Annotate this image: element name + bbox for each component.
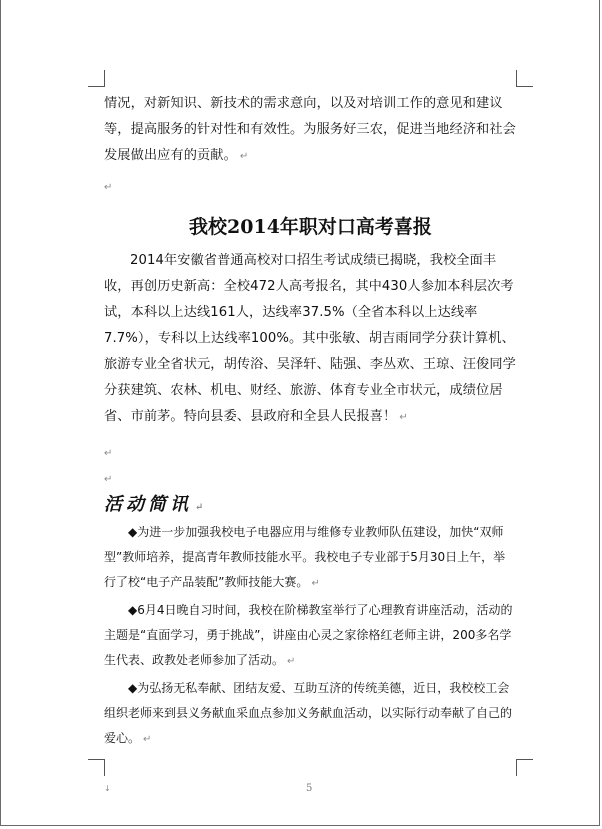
news-item[interactable] [104, 676, 517, 752]
paragraph-mark-icon: ↵ [143, 734, 152, 745]
news-section-heading[interactable] [104, 491, 207, 522]
footer-mark-icon: ↓ [104, 784, 111, 793]
news-item[interactable] [104, 520, 517, 596]
crop-mark-top-left [88, 70, 105, 87]
paragraph-mark-icon: ↵ [287, 656, 296, 667]
news-item-text: ◆6月4日晚自习时间，我校在阶梯教室举行了心理教育讲座活动，活动的主题是“直面学习，勇于挑战”，讲座由心灵之家徐格红老师主讲，200多名学生代表、政教处老师参加了活动。 [104, 603, 513, 667]
empty-paragraph-mark-icon: ↵ [104, 474, 113, 485]
crop-mark-top-right [516, 70, 533, 87]
article-body[interactable] [104, 248, 517, 431]
crop-mark-bottom-right [516, 759, 533, 776]
paragraph-mark-icon: ↵ [311, 578, 320, 589]
paragraph-mark-icon: ↵ [239, 151, 249, 162]
article-title[interactable]: 我校2014年职对口高考喜报 [189, 216, 432, 238]
intro-paragraph[interactable] [104, 91, 517, 170]
page-number: 5 [306, 783, 313, 794]
article-body-text: 2014年安徽省普通高校对口招生考试成绩已揭晓，我校全面丰收，再创历史新高：全校472人高考报名，其中430人参加本科层次考试，本科以上达线161人，达线率37.5%（全省本科以上达线率7.7%），专科以上达线率100%。其中张敏、胡吉雨同学分获计算机、旅游专业全省状元，胡传浴、吴泽轩、陆强、李丛欢、王琼、汪俊同学分获建筑、农林、机电、财经、旅游、体育专业全市状元，成绩位居省、市前茅。特向县委、县政府和全县人民报喜！ [104, 253, 516, 424]
crop-mark-bottom-left [88, 759, 105, 776]
empty-paragraph-mark-icon: ↵ [104, 182, 113, 193]
paragraph-mark-icon: ↵ [399, 412, 408, 423]
news-item[interactable] [104, 598, 517, 674]
news-item-text: ◆为进一步加强我校电子电器应用与维修专业教师队伍建设，加快“双师型”教师培养，提高青年教师技能水平。我校电子专业部于5月30日上午，举行了校“电子产品装配”教师技能大赛。 [104, 525, 506, 589]
news-section-heading-text: 活动简讯 [104, 494, 192, 515]
news-item-text: ◆为弘扬无私奉献、团结友爱、互助互济的传统美德，近日，我校校工会组织老师来到县义务献血采血点参加义务献血活动，以实际行动奉献了自己的爱心。 [104, 681, 513, 745]
paragraph-mark-icon: ↵ [195, 502, 208, 513]
intro-paragraph-text: 情况，对新知识、新技术的需求意向，以及对培训工作的意见和建议等，提高服务的针对性和有效性。为服务好三农，促进当地经济和社会发展做出应有的贡献。 [104, 96, 516, 163]
empty-paragraph-mark-icon: ↵ [104, 448, 113, 459]
